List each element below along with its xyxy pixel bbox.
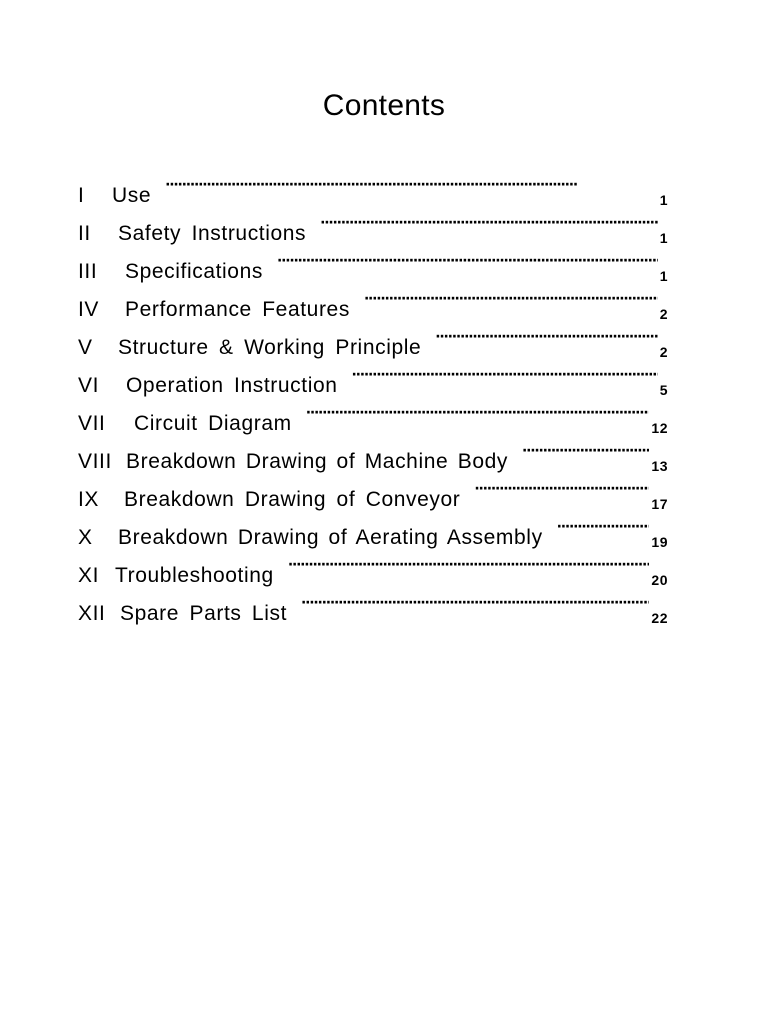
toc-title: Breakdown Drawing of Aerating Assembly bbox=[118, 526, 543, 549]
toc-page-number: 22 bbox=[651, 610, 668, 626]
toc-title: Troubleshooting bbox=[115, 564, 274, 587]
toc-numeral: IV bbox=[78, 298, 100, 321]
toc-leader-dots bbox=[522, 430, 649, 468]
toc-leader-dots bbox=[306, 392, 650, 430]
toc-page-number: 20 bbox=[651, 572, 668, 588]
toc-page-number: 1 bbox=[659, 192, 668, 208]
toc-leader-dots bbox=[435, 316, 657, 354]
toc-title: Use bbox=[112, 184, 152, 207]
toc-numeral: V bbox=[78, 336, 93, 359]
toc-numeral: XII bbox=[78, 602, 106, 625]
toc-numeral: II bbox=[78, 222, 91, 245]
toc-title: Spare Parts List bbox=[120, 602, 287, 625]
toc-page-number: 13 bbox=[651, 458, 668, 474]
toc-leader-dots bbox=[474, 468, 649, 506]
toc-numeral: VIII bbox=[78, 450, 112, 473]
toc-title: Circuit Diagram bbox=[134, 412, 292, 435]
toc-page-number: 19 bbox=[651, 534, 668, 550]
toc-page-number: 17 bbox=[651, 496, 668, 512]
toc-entry-safety-instructions bbox=[78, 202, 668, 246]
toc-leader-dots bbox=[320, 202, 658, 240]
toc-page-number: 1 bbox=[659, 230, 668, 246]
toc-leader-dots bbox=[165, 164, 658, 202]
toc-page-number: 12 bbox=[651, 420, 668, 436]
toc-title: Structure & Working Principle bbox=[118, 336, 422, 359]
toc-numeral: X bbox=[78, 526, 93, 549]
toc-title: Breakdown Drawing of Machine Body bbox=[126, 450, 508, 473]
toc-page-number: 2 bbox=[659, 344, 668, 360]
toc-numeral: III bbox=[78, 260, 98, 283]
toc-leader-dots bbox=[301, 582, 649, 620]
toc-title: Performance Features bbox=[125, 298, 350, 321]
toc-page-number: 5 bbox=[659, 382, 668, 398]
page-title: Contents bbox=[322, 89, 446, 122]
toc-numeral: I bbox=[78, 184, 85, 207]
toc-leader-dots bbox=[364, 278, 658, 316]
toc-leader-dots bbox=[277, 240, 658, 278]
toc-page-number: 1 bbox=[659, 268, 668, 284]
toc-leader-dots bbox=[288, 544, 650, 582]
table-of-contents bbox=[78, 164, 668, 626]
toc-numeral: VI bbox=[78, 374, 100, 397]
toc-title: Operation Instruction bbox=[126, 374, 338, 397]
toc-numeral: XI bbox=[78, 564, 100, 587]
toc-title: Breakdown Drawing of Conveyor bbox=[124, 488, 461, 511]
toc-leader-dots bbox=[557, 506, 650, 544]
toc-numeral: IX bbox=[78, 488, 100, 511]
toc-title: Specifications bbox=[125, 260, 263, 283]
toc-leader-dots bbox=[352, 354, 658, 392]
toc-entry-use bbox=[78, 164, 668, 208]
toc-title: Safety Instructions bbox=[118, 222, 307, 245]
toc-numeral: VII bbox=[78, 412, 106, 435]
toc-page-number: 2 bbox=[659, 306, 668, 322]
